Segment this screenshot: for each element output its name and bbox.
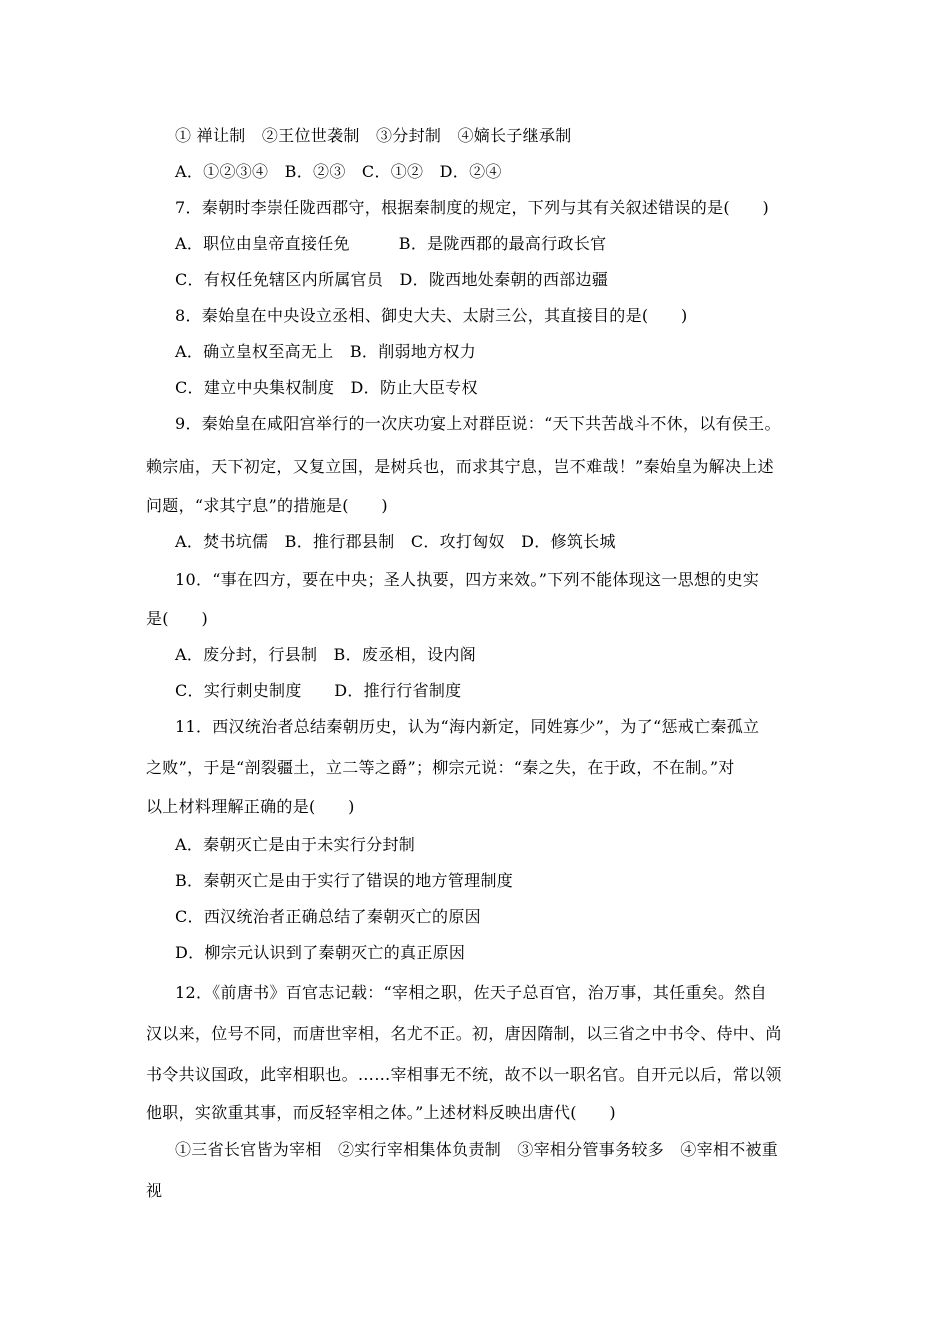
q12-stem-line-3: 书令共议国政，此宰相职也。……宰相事无不统，故不以一职名官。自开元以后，常以领: [146, 1065, 782, 1084]
q9-stem-line-3: 问题，“求其宁息”的措施是( ): [146, 496, 388, 515]
q8-stem: 8．秦始皇在中央设立丞相、御史大夫、太尉三公，其直接目的是( ): [175, 306, 688, 325]
q9-choices: A．焚书坑儒 B．推行郡县制 C．攻打匈奴 D．修筑长城: [175, 532, 616, 551]
q11-choice-d: D．柳宗元认识到了秦朝灭亡的真正原因: [175, 943, 466, 962]
q6-options-list: ① 禅让制 ②王位世袭制 ③分封制 ④嫡长子继承制: [175, 126, 572, 145]
q7-choices-cd: C．有权任免辖区内所属官员 D．陇西地处秦朝的西部边疆: [175, 270, 609, 289]
q10-stem-line-2: 是( ): [146, 609, 208, 628]
q11-choice-b: B．秦朝灭亡是由于实行了错误的地方管理制度: [175, 871, 514, 890]
q11-stem-line-3: 以上材料理解正确的是( ): [146, 797, 355, 816]
q12-options-list: ①三省长官皆为宰相 ②实行宰相集体负责制 ③宰相分管事务较多 ④宰相不被重: [175, 1140, 779, 1159]
q11-choice-a: A．秦朝灭亡是由于未实行分封制: [175, 835, 416, 854]
q12-stem-line-2: 汉以来，位号不同，而唐世宰相，名尤不正。初，唐因隋制，以三省之中书令、侍中、尚: [146, 1024, 782, 1043]
q9-stem-line-1: 9．秦始皇在咸阳宫举行的一次庆功宴上对群臣说：“天下共苦战斗不休，以有侯王。: [175, 414, 781, 433]
q7-stem: 7．秦朝时李崇任陇西郡守，根据秦制度的规定，下列与其有关叙述错误的是( ): [175, 198, 770, 217]
q11-stem-line-1: 11．西汉统治者总结秦朝历史，认为“海内新定，同姓寡少”，为了“惩戒亡秦孤立: [175, 717, 760, 736]
q8-choices-ab: A．确立皇权至高无上 B．削弱地方权力: [175, 342, 477, 361]
q6-choices: A．①②③④ B．②③ C．①② D．②④: [175, 162, 502, 181]
q10-stem-line-1: 10．“事在四方，要在中央；圣人执要，四方来效。”下列不能体现这一思想的史实: [175, 570, 760, 589]
q11-stem-line-2: 之败”，于是“剖裂疆土，立二等之爵”；柳宗元说：“秦之失，在于政，不在制。”对: [146, 758, 735, 777]
q11-choice-c: C．西汉统治者正确总结了秦朝灭亡的原因: [175, 907, 481, 926]
q7-choices-ab: A．职位由皇帝直接任免 B．是陇西郡的最高行政长官: [175, 234, 607, 253]
q12-options-wrap: 视: [146, 1181, 163, 1200]
q9-stem-line-2: 赖宗庙，天下初定，又复立国，是树兵也，而求其宁息，岂不难哉！”秦始皇为解决上述: [146, 457, 774, 476]
q8-choices-cd: C．建立中央集权制度 D．防止大臣专权: [175, 378, 478, 397]
q10-choices-cd: C．实行刺史制度 D．推行行省制度: [175, 681, 462, 700]
q12-stem-line-1: 12．《前唐书》百官志记载：“宰相之职，佐天子总百官，治万事，其任重矣。然自: [175, 983, 767, 1002]
q10-choices-ab: A．废分封，行县制 B．废丞相，设内阁: [175, 645, 477, 664]
q12-stem-line-4: 他职，实欲重其事，而反轻宰相之体。”上述材料反映出唐代( ): [146, 1103, 616, 1122]
